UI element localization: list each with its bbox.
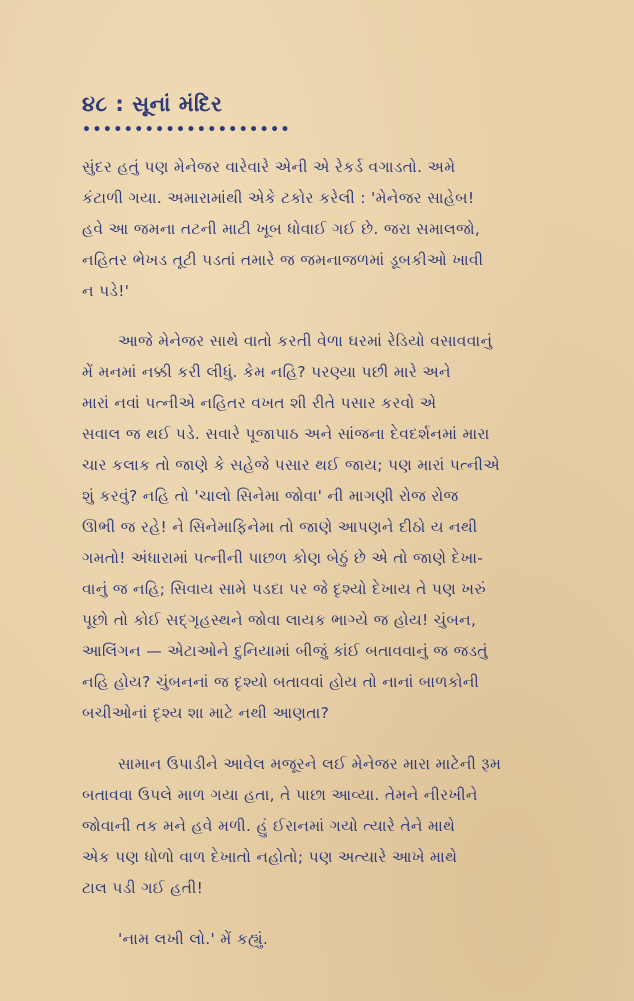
text-line: બતાવવા ઉપલે માળ ગયા હતા, તે પાછા આવ્યા. તેમને નીરખીને <box>82 786 478 804</box>
text-line: નહિ હોય? ચુંબનનાં જ દૃશ્યો બતાવવાં હોય તો નાનાં બાળકોની <box>82 673 480 691</box>
text-line: પૂછો તો કોઈ સદ્‌ગૃહસ્થને જોવા લાયક ભાગ્યે જ હોય! ચુંબન, <box>82 611 477 629</box>
heading-divider: •••••••••••••••••••• <box>82 122 291 138</box>
text-line: જોવાની તક મને હવે મળી. હું ઈરાનમાં ગયો ત્યારે તેને માથે <box>82 817 456 835</box>
text-line: મેં મનમાં નક્કી કરી લીધું. કેમ નહિ? પરણ્યા પછી મારે અને <box>82 363 451 381</box>
text-line: વાનું જ નહિ; સિવાય સામે પડદા પર જે દૃશ્યો દેખાય તે પણ ખરું <box>82 580 486 598</box>
text-line: બચીઓનાં દૃશ્ય શા માટે નથી આણતા? <box>82 704 330 722</box>
text-line: ન પડે!' <box>82 282 130 300</box>
text-line: શું કરવું? નહિ તો 'ચાલો સિનેમા જોવા' ની માગણી રોજ રોજ <box>82 487 459 505</box>
text-line: સુંદર હતું પણ મેનેજર વારેવારે એની એ રેકર્ડ વગાડતો. અમે <box>82 158 456 176</box>
text-line: ટાલ પડી ગઈ હતી! <box>82 879 204 897</box>
text-line: આજે મેનેજર સાથે વાતો કરતી વેળા ઘરમાં રેડિયો વસાવવાનું <box>118 332 493 350</box>
text-line: મારાં નવાં પત્નીએ નહિતર વખત શી રીતે પસાર કરવો એ <box>82 394 437 412</box>
text-line: આલિંગન — એટાઓને દુનિયામાં બીજું કાંઈ બતાવવાનું જ જડતું <box>82 642 488 660</box>
text-line: નહિતર ભેખડ તૂટી પડતાં તમારે જ જમનાજળમાં ડૂબકીઓ ખાવી <box>82 251 484 269</box>
text-line: હવે આ જમના તટની માટી ખૂબ ધોવાઈ ગઈ છે. જરા સમાલજો, <box>82 220 481 238</box>
chapter-heading: ૪૮ : સૂનાં મંદિર <box>82 92 223 116</box>
text-line: સવાલ જ થઈ પડે. સવારે પૂજાપાઠ અને સાંજના દેવદર્શનમાં મારા <box>82 425 490 443</box>
text-line: 'નામ લખી લો.' મેં કહ્યું. <box>118 930 269 948</box>
text-line: ચાર કલાક તો જાણે કે સહેજે પસાર થઈ જાય; પણ મારાં પત્નીએ <box>82 456 500 474</box>
text-line: સામાન ઉપાડીને આવેલ મજૂરને લઈ મેનેજર મારા માટેની રૂમ <box>118 755 502 773</box>
text-line: કંટાળી ગયા. અમારામાંથી એકે ટકોર કરેલી : 'મેનેજર સાહેબ! <box>82 189 475 207</box>
text-line: ગમતો! અંધારામાં પત્નીની પાછળ કોણ બેઠું છે એ તો જાણે દેખા- <box>82 549 484 567</box>
text-line: ઊભી જ રહે! ને સિનેમાફિનેમા તો જાણે આપણને દીઠો ય નથી <box>82 518 478 536</box>
text-line: એક પણ ધોળો વાળ દેખાતો નહોતો; પણ અત્યારે આખે માથે <box>82 848 458 866</box>
